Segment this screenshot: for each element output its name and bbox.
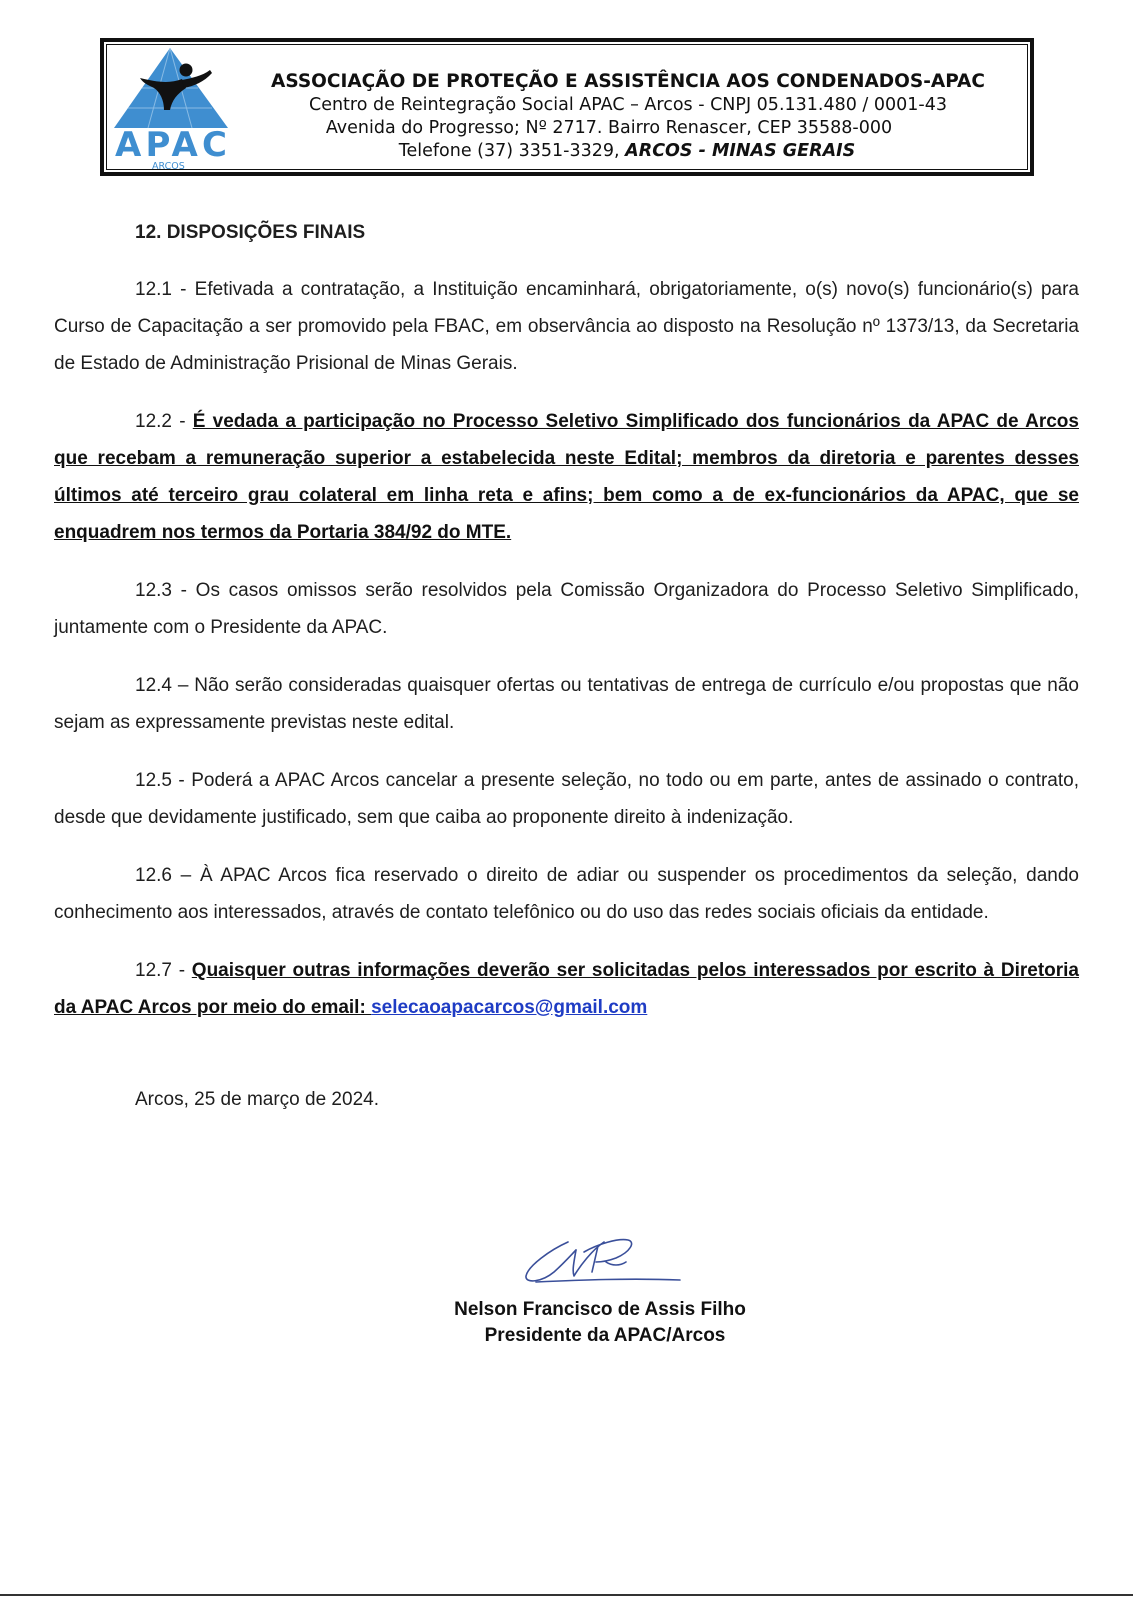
- clause-12-1: 12.1 - Efetivada a contratação, a Instituição encaminhará, obrigatoriamente, o(s) novo(s) funcionário(s) para Curso de Capacitação a ser promovido pela FBAC, em observância ao disposto na Resolução nº 1373/13, da Secretaria de Estado de Administração Prisional de Minas Gerais.: [54, 279, 1079, 374]
- clause-12-4: 12.4 – Não serão consideradas quaisquer ofertas ou tentativas de entrega de currículo e/ou propostas que não sejam as expressamente previstas neste edital.: [54, 675, 1079, 733]
- organization-name: ASSOCIAÇÃO DE PROTEÇÃO E ASSISTÊNCIA AOS CONDENADOS-APAC: [271, 71, 985, 92]
- clause-12-3: 12.3 - Os casos omissos serão resolvidos pela Comissão Organizadora do Processo Seletivo Simplificado, juntamente com o Presidente da APAC.: [54, 580, 1079, 638]
- signer-name: Nelson Francisco de Assis Filho: [454, 1299, 746, 1320]
- document-body: [54, 214, 1079, 1118]
- organization-phone: Telefone (37) 3351-3329,: [398, 141, 626, 161]
- letterhead: [100, 38, 1034, 176]
- section-heading: 12. DISPOSIÇÕES FINAIS: [135, 222, 366, 243]
- clause-12-2-number: 12.2 -: [135, 411, 193, 432]
- clause-12-7: [54, 952, 1079, 1026]
- clause-12-7-emphasis: Quaisquer outras informações deverão ser solicitadas pelos interessados por escrito à Diretoria da APAC Arcos por meio do email:: [54, 960, 1079, 1018]
- signer-block: [400, 1297, 800, 1349]
- organization-cnpj-line: Centro de Reintegração Social APAC – Arcos - CNPJ 05.131.480 / 0001-43: [308, 95, 948, 115]
- clause-12-6: 12.6 – À APAC Arcos fica reservado o direito de adiar ou suspender os procedimentos da seleção, dando conhecimento aos interessados, através de contato telefônico ou do uso das redes sociais oficiais da entidade.: [54, 865, 1079, 923]
- organization-phone-line: [230, 140, 1024, 163]
- signer-role: Presidente da APAC/Arcos: [484, 1325, 726, 1346]
- organization-address: Avenida do Progresso; Nº 2717. Bairro Renascer, CEP 35588-000: [325, 118, 893, 138]
- apac-logo-icon: [112, 44, 232, 172]
- logo-subtext: ARCOS: [152, 161, 185, 172]
- handwritten-signature: [520, 1232, 690, 1292]
- clause-12-2: [54, 403, 1079, 551]
- contact-email-link[interactable]: selecaoapacarcos@gmail.com: [371, 997, 648, 1018]
- clause-12-7-number: 12.7 -: [135, 960, 192, 981]
- clause-12-5: 12.5 - Poderá a APAC Arcos cancelar a presente seleção, no todo ou em parte, antes de assinado o contrato, desde que devidamente justificado, sem que caiba ao proponente direito à indenização.: [54, 770, 1079, 828]
- clause-12-2-emphasis: É vedada a participação no Processo Seletivo Simplificado dos funcionários da APAC de Arcos que recebam a remuneração superior a estabelecida neste Edital; membros da diretoria e parentes desses últimos até terceiro grau colateral em linha reta e afins; bem como a de ex-funcionários da APAC, que se enquadrem nos termos da Portaria 384/92 do MTE.: [54, 411, 1079, 543]
- logo-text: APAC: [115, 125, 227, 165]
- letterhead-text: [232, 70, 1024, 163]
- document-date: Arcos, 25 de março de 2024.: [135, 1089, 379, 1110]
- page-bottom-rule: [0, 1594, 1133, 1596]
- organization-city: ARCOS - MINAS GERAIS: [625, 141, 856, 161]
